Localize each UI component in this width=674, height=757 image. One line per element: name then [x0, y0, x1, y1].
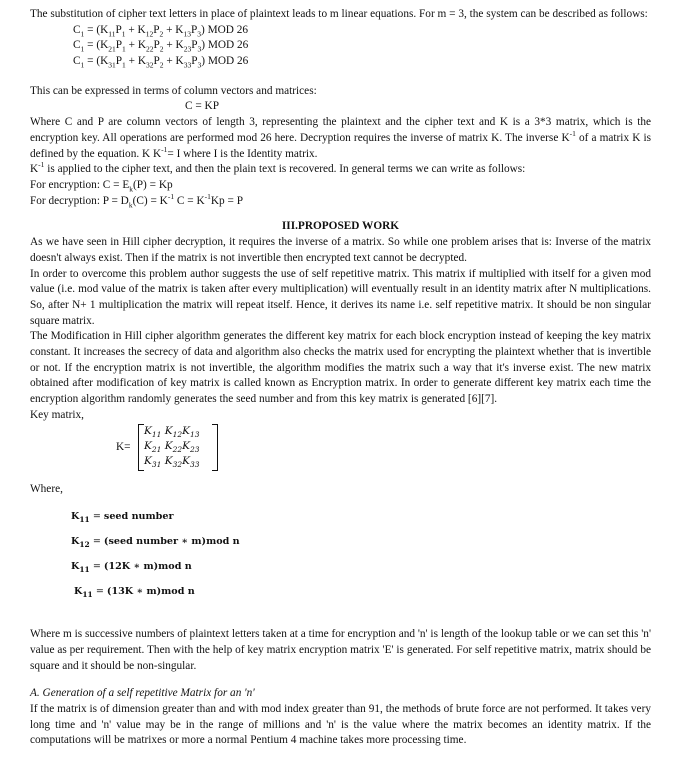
encryption-formula: For encryption: $C = E_k(P) = Kp$	[30, 178, 173, 194]
equation-row: $C_1 = (K_{21}P_1 + K_{22}P_2 + K_{23}P_3)$ MOD 26	[73, 39, 249, 54]
section-heading: III.PROPOSED WORK	[281, 220, 400, 233]
linear-equations	[73, 23, 651, 70]
matrix-k-label: K=	[116, 440, 131, 453]
definition-row: $K_{11}$ = seed number	[71, 511, 174, 525]
paragraph-self-repetitive: In order to overcome this problem author suggests the use of self repetitive matrix. This matrix if multiplied with itself for a given mod value (i.e. mod value of the matrix is taken after every multiplication) will eventually result in an identity matrix after N multiplications. So, after N+ 1 multiplication the matrix will repeat itself. Hence, it derives its name i.e. self repetitive matrix. It should be non singular square matrix.	[30, 267, 651, 327]
equation-c-kp: C = KP	[185, 100, 219, 113]
paragraph-brute-force: If the matrix is of dimension greater than and with mod index greater than 91, the methods of brute force are not performed. It takes very long time and 'n' value may be in the range of millions and 'n' is the value where the matrix becomes an identity matrix. If the computations will be matrixes or more a normal Pentium 4 machine takes more processing time.	[30, 703, 651, 747]
equation-row: $C_1 = (K_{31}P_1 + K_{32}P_2 + K_{33}P_3)$ MOD 26	[73, 55, 249, 70]
paragraph-key-inverse: Where C and P are column vectors of length 3, representing the plaintext and the cipher text and K is a 3*3 matrix, which is the encryption key. All operations are performed mod 26 here. Decryption requires the inverse of matrix K. The inverse $K^{-1}$ of a matrix K is defined by the equation. K $K^{-1}= I$ where I is the Identity matrix.	[30, 116, 651, 160]
key-matrix-label: Key matrix,	[30, 408, 84, 421]
matrix-right-bracket	[212, 424, 218, 471]
key-matrix	[116, 424, 651, 472]
key-element-definitions	[71, 509, 651, 609]
paper-page	[30, 7, 651, 749]
paragraph-inverse-applied: $K^{-1}$ is applied to the cipher text, and then the plain text is recovered. In general terms we can write as follows:	[30, 160, 526, 176]
paragraph-column-vectors: This can be expressed in terms of column vectors and matrices:	[30, 84, 317, 97]
matrix-row: $K_{11}$ $K_{12}K_{13}$	[144, 424, 200, 439]
definition-row: $K_{11} = (12K$ ∗ m)mod n	[71, 561, 192, 575]
paragraph-modification: The Modification in Hill cipher algorithm generates the different key matrix for each block encryption instead of keeping the key matrix constant. It increases the secrecy of data and algorithm also checks the matrix used for encrypting the plaintext whether that is invertible or not. If the encryption matrix is not invertible, the algorithm modifies the matrix such a way that it's inverse exist. The new matrix obtained after modification of key matrix is called known as Encryption matrix. In order to generate different key matrix each time the encryption algorithm randomly generates the seed number and from this key matrix is generated [6][7].	[30, 330, 651, 406]
matrix-row: $K_{21}$ $K_{22}K_{23}$	[144, 439, 200, 454]
equation-row: $C_1 = (K_{11}P_1 + K_{12}P_2 + K_{13}P_3)$ MOD 26	[73, 23, 249, 38]
decryption-formula: For decryption: $P = D_k(C) = K^{-1}$ $C = K^{-1}Kp = P$	[30, 191, 243, 209]
where-label: Where,	[30, 482, 63, 495]
definition-row: $K_{11} = (13K$ ∗ m)mod n	[74, 586, 195, 600]
paragraph-lookup-table: Where m is successive numbers of plaintext letters taken at a time for encryption and 'n' is length of the lookup table or we can set this 'n' value as per requirement. Then with the help of key matrix encryption matrix 'E' is generated. For self repetitive matrix, matrix should be square and it should be non-singular.	[30, 628, 651, 672]
paragraph-inverse-problem: As we have seen in Hill cipher decryption, it requires the inverse of a matrix. So while one problem arises that is: Inverse of the matrix doesn't always exist. Then if the matrix is not invertible then encrypted text cannot be decrypted.	[30, 236, 651, 264]
matrix-row: $K_{31}$ $K_{32}K_{33}$	[144, 454, 200, 469]
subsection-heading: A. Generation of a self repetitive Matrix for an 'n'	[30, 687, 255, 700]
paragraph-substitution: The substitution of cipher text letters in place of plaintext leads to m linear equations. For m = 3, the system can be described as follows:	[30, 8, 648, 20]
definition-row: $K_{12}$ = (seed number ∗ m)mod n	[71, 536, 240, 550]
